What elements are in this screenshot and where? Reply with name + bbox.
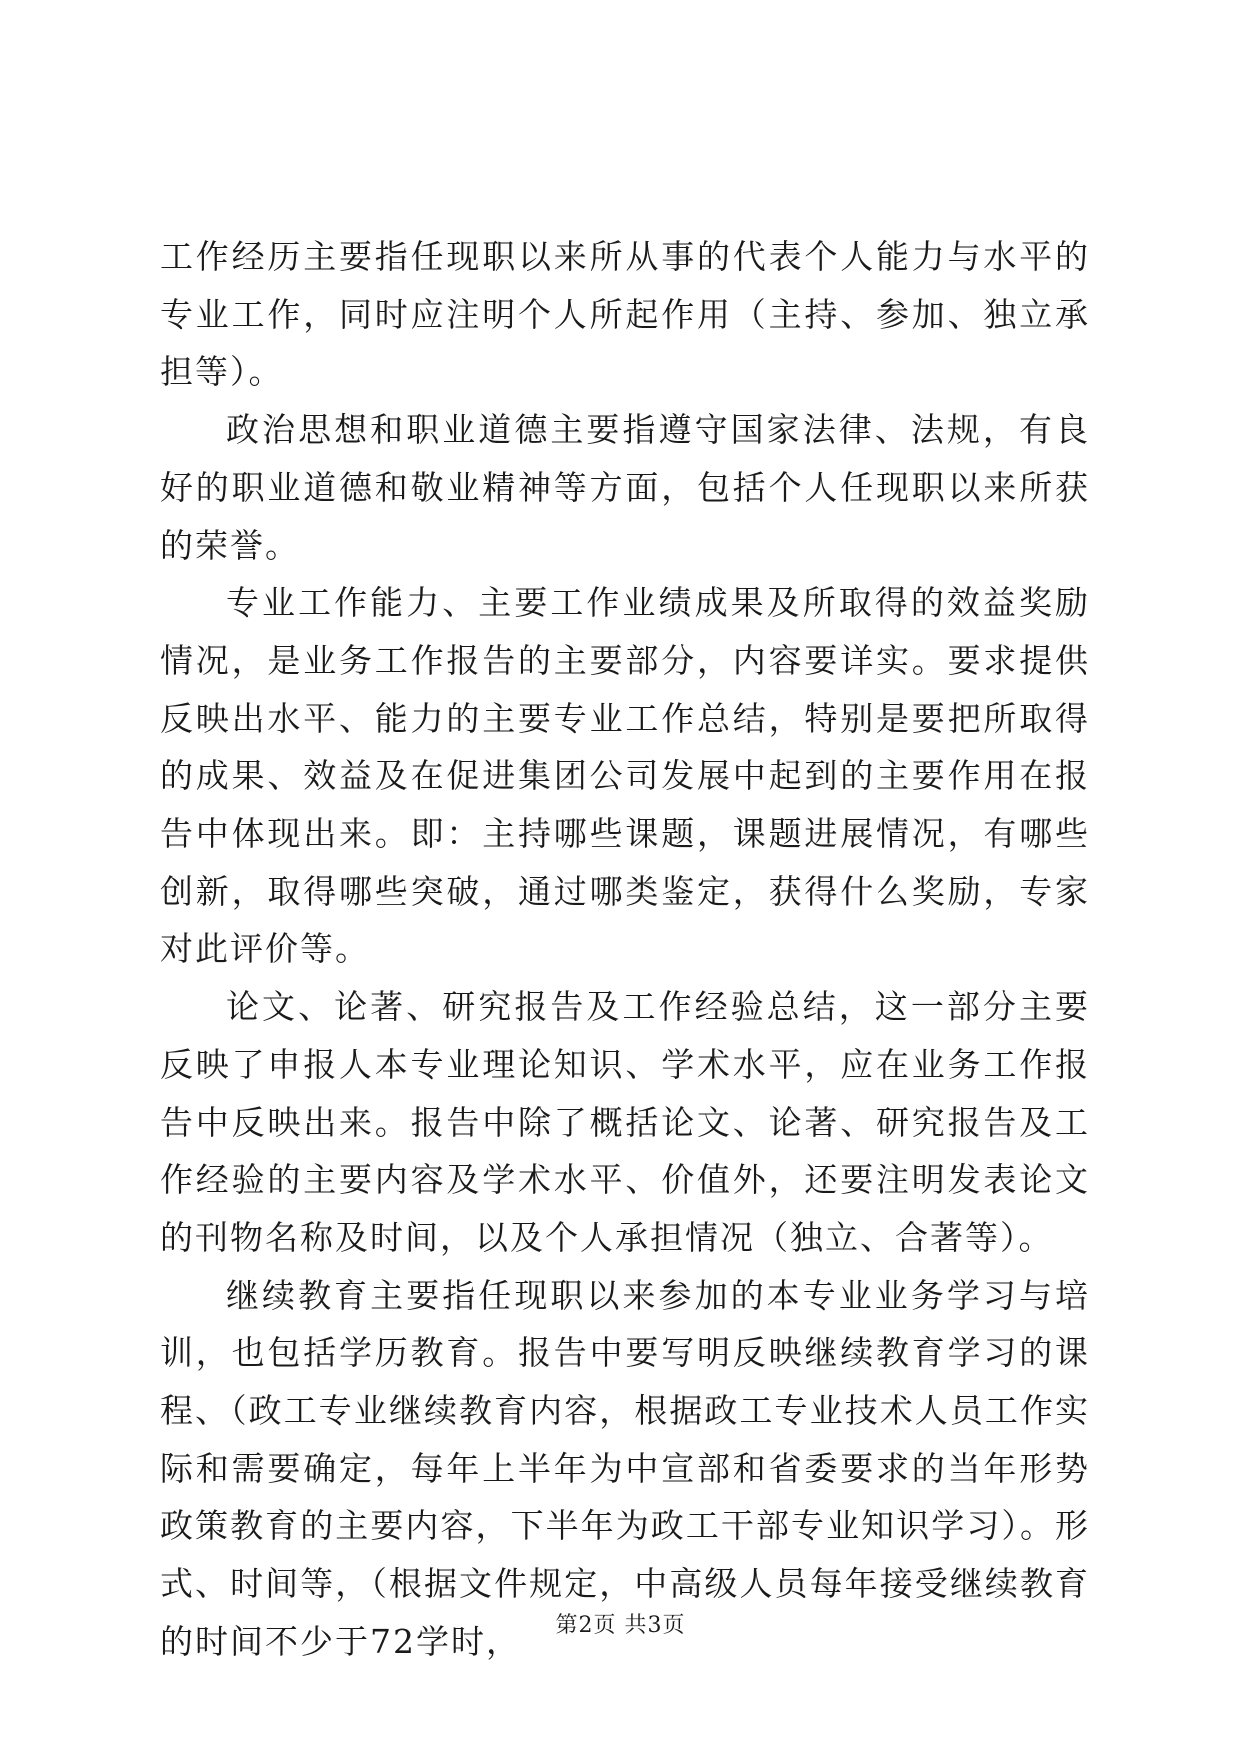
paragraph-political-ethics: 政治思想和职业道德主要指遵守国家法律、法规，有良好的职业道德和敬业精神等方面，包括个人任现职以来所获的荣誉。 xyxy=(160,410,1090,565)
document-body xyxy=(160,228,1090,1671)
paragraph-continuing-education: 继续教育主要指任现职以来参加的本专业业务学习与培训，也包括学历教育。报告中要写明反映继续教育学习的课程、（政工专业继续教育内容，根据政工专业技术人员工作实际和需要确定，每年上半年为中宣部和省委要求的当年形势政策教育的主要内容，下半年为政工干部专业知识学习）。形式、时间等，（根据文件规定，中高级人员每年接受继续教育的时间不少于72学时， xyxy=(160,1275,1090,1661)
paragraph-papers: 论文、论著、研究报告及工作经验总结，这一部分主要反映了申报人本专业理论知识、学术水平，应在业务工作报告中反映出来。报告中除了概括论文、论著、研究报告及工作经验的主要内容及学术水平、价值外，还要注明发表论文的刊物名称及时间，以及个人承担情况（独立、合著等）。 xyxy=(160,987,1090,1257)
paragraph-work-ability: 专业工作能力、主要工作业绩成果及所取得的效益奖励情况，是业务工作报告的主要部分，内容要详实。要求提供反映出水平、能力的主要专业工作总结，特别是要把所取得的成果、效益及在促进集团公司发展中起到的主要作用在报告中体现出来。即：主持哪些课题，课题进展情况，有哪些创新，取得哪些突破，通过哪类鉴定，获得什么奖励，专家对此评价等。 xyxy=(160,583,1090,969)
page-footer: 第2页 共3页 xyxy=(555,1613,686,1638)
paragraph-work-experience: 工作经历主要指任现职以来所从事的代表个人能力与水平的专业工作，同时应注明个人所起作用（主持、参加、独立承担等）。 xyxy=(160,237,1090,392)
